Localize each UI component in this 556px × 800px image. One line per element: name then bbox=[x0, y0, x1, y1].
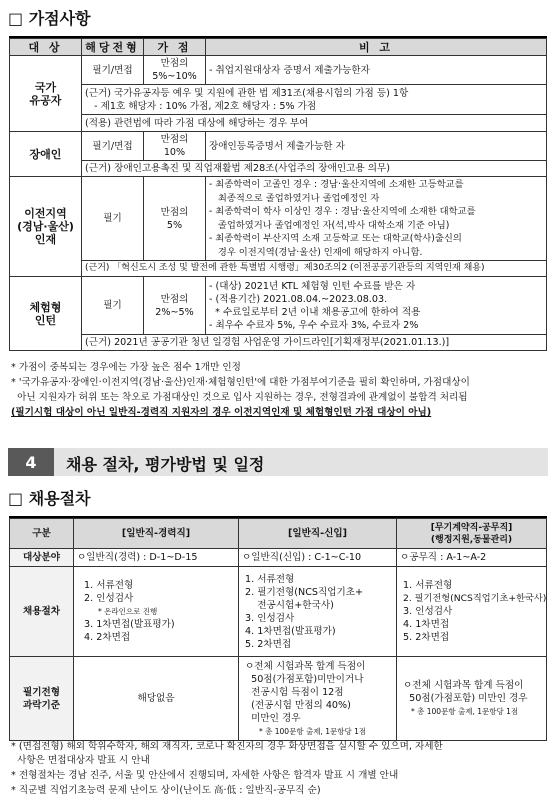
table-row bbox=[10, 85, 547, 115]
table-row bbox=[10, 277, 547, 335]
section-title-bonus-points: □ 가점사항 bbox=[8, 9, 91, 28]
list-item: ㅇ전체 시험과목 합계 득점이 bbox=[245, 660, 366, 672]
list-item: * 총 100문항 출제, 1문항당 1점 bbox=[411, 707, 519, 716]
cell-apply: (적용) 관련법에 따라 가점 대상에 해당하는 경우 부여 bbox=[82, 115, 547, 132]
table-row bbox=[10, 335, 547, 351]
section-number: 4 bbox=[8, 448, 54, 476]
footnote-emphasis: (필기시험 대상이 아닌 일반직-경력직 지원자의 경우 이전지역인재 및 체험형인턴 가점 대상이 아님) bbox=[11, 407, 432, 418]
header-type: 해당전형 bbox=[82, 39, 144, 56]
cell-type: 필기 bbox=[82, 277, 144, 335]
list-item: 2. 필기전형(NCS직업기초+ bbox=[245, 586, 364, 598]
list-item: 3. 1차면접(발표평가) bbox=[84, 619, 175, 630]
list-item: 4. 1차면접 bbox=[403, 619, 450, 630]
list-item: 1. 서류전형 bbox=[84, 580, 134, 591]
table-row bbox=[10, 567, 547, 657]
cell-points: 만점의 5%~10% bbox=[144, 56, 206, 85]
header-new: [일반직-신입] bbox=[239, 519, 397, 549]
row-label-criteria: 필기전형 과락기준 bbox=[10, 657, 74, 741]
footnote: 아닌 지원자가 허위 또는 착오로 가점대상인 것으로 입사 지원하는 경우, 전형결과에 관계없이 불합격 처리됨 bbox=[11, 392, 468, 403]
row-label-relocation: 이전지역 (경남·울산) 인재 bbox=[10, 177, 82, 277]
cell-new: ㅇ일반직(신입) : C-1~C-10 bbox=[239, 549, 397, 567]
list-item: 1. 서류전형 bbox=[245, 573, 295, 585]
cell-career: ㅇ일반직(경력) : D-1~D-15 bbox=[74, 549, 239, 567]
list-item: 미만인 경우 bbox=[245, 712, 301, 724]
list-item: 4. 2차면접 bbox=[84, 632, 131, 643]
table-row bbox=[10, 56, 547, 85]
row-label-target: 대상분야 bbox=[10, 549, 74, 567]
list-item: 전공시험 득점이 12점 bbox=[245, 686, 344, 698]
cell-new bbox=[239, 657, 397, 741]
cell-type: 필기 bbox=[82, 177, 144, 261]
cell-type: 필기/면접 bbox=[82, 132, 144, 161]
list-item: 5. 2차면접 bbox=[245, 638, 292, 650]
row-label-intern: 체험형 인턴 bbox=[10, 277, 82, 351]
list-item: 3. 인성검사 bbox=[403, 606, 453, 617]
list-item: 4. 1차면접(발표평가) bbox=[245, 625, 336, 637]
header-contract: [무기계약직-공무직] (행정지원,동물관리) bbox=[397, 519, 547, 549]
cell-career: 해당없음 bbox=[74, 657, 239, 741]
row-label-disabled: 장애인 bbox=[10, 132, 82, 177]
table-row bbox=[10, 261, 547, 277]
list-item: * 총 100문항 출제, 1문항당 1점 bbox=[259, 726, 367, 736]
bonus-points-table bbox=[9, 38, 547, 351]
cell-career bbox=[74, 567, 239, 657]
list-item: ㅇ전체 시험과목 합계 득점이 bbox=[403, 680, 524, 691]
table-row bbox=[10, 657, 547, 741]
list-item: 5. 2차면접 bbox=[403, 632, 450, 643]
header-target: 대 상 bbox=[10, 39, 82, 56]
footnote: * (면접전형) 해외 학위수학자, 해외 재직자, 코로나 확진자의 경우 화상면접을 실시할 수 있으며, 자세한 bbox=[11, 741, 443, 752]
header-points: 가 점 bbox=[144, 39, 206, 56]
cell-points: 만점의 10% bbox=[144, 132, 206, 161]
section-banner-title: 채용 절차, 평가방법 및 일정 bbox=[66, 455, 265, 474]
cell-type: 필기/면접 bbox=[82, 56, 144, 85]
list-item: 전공시험+한국사) bbox=[245, 599, 334, 611]
list-item: 50점(가점포함) 미만인 경우 bbox=[403, 693, 528, 704]
footnote: * 전형절차는 경남 진주, 서울 및 안산에서 진행되며, 자세한 사항은 합격자 발표 시 개별 안내 bbox=[11, 770, 399, 781]
cell-note: - 취업지원대상자 증명서 제출가능한자 bbox=[206, 56, 547, 85]
table-row bbox=[10, 549, 547, 567]
row-label-process: 채용절차 bbox=[10, 567, 74, 657]
cell-basis: (근거) 2021년 공공기관 청년 일경험 사업운영 가이드라인[기획재정부(2021.01.13.)] bbox=[82, 335, 547, 351]
header-category: 구분 bbox=[10, 519, 74, 549]
list-item: 2. 인성검사 bbox=[84, 593, 134, 604]
list-item: 1. 서류전형 bbox=[403, 580, 453, 591]
cell-note: - 최종학력이 고졸인 경우 : 경남·울산지역에 소재한 고등학교를 최종적으로 졸업하였거나 졸업예정인 자 - 최종학력이 학사 이상인 경우 : 경남·울산지역에 소재한 대학교를 졸업하였거나 졸업예정인 자(석,박사 대학소재 기준 아님) - 최종학력이 부산지역 소재 고등학교 또는 대학교(학사)출신의 경우 이전지역(경남·울산) 인재에 해당하지 아니함. bbox=[206, 177, 547, 261]
header-career: [일반직-경력직] bbox=[74, 519, 239, 549]
cell-new bbox=[239, 567, 397, 657]
cell-contract bbox=[397, 567, 547, 657]
cell-contract bbox=[397, 657, 547, 741]
procedure-table bbox=[9, 518, 547, 741]
table-header-row bbox=[10, 519, 547, 549]
footnote: * '국가유공자·장애인·이전지역(경남·울산)인재·체험형인턴'에 대한 가점부여기준을 필히 확인하며, 가점대상이 bbox=[11, 377, 470, 388]
footnote: * 가점이 중복되는 경우에는 가장 높은 점수 1개만 인정 bbox=[11, 362, 241, 373]
row-label-merit: 국가 유공자 bbox=[10, 56, 82, 132]
footnote: * 직군별 직업기초능력 문제 난이도 상이(난이도 高·低 : 일반직-공무직 순) bbox=[11, 785, 321, 796]
cell-points: 만점의 5% bbox=[144, 177, 206, 261]
table-row bbox=[10, 115, 547, 132]
list-item: 50점(가점포함)미만이거나 bbox=[245, 673, 364, 685]
section-banner bbox=[8, 448, 548, 476]
table-row bbox=[10, 132, 547, 161]
section-title-procedure: □ 채용절차 bbox=[8, 489, 91, 508]
header-remarks: 비 고 bbox=[206, 39, 547, 56]
cell-note: - (대상) 2021년 KTL 체험형 인턴 수료를 받은 자 - (적용기간) 2021.08.04.~2023.08.03. * 수료일로부터 2년 이내 채용공고에 한하여 적용 - 최우수 수료자 5%, 우수 수료자 3%, 수료자 2% bbox=[206, 277, 547, 335]
list-item: (전공시험 만점의 40%) bbox=[245, 699, 351, 711]
cell-points: 만점의 2%~5% bbox=[144, 277, 206, 335]
cell-basis: (근거) 「혁신도시 조성 및 발전에 관한 특별법 시행령」제30조의2 (이전공공기관등의 지역인재 채용) bbox=[82, 261, 547, 277]
table-header-row bbox=[10, 39, 547, 56]
cell-basis: (근거) 장애인고용촉진 및 직업재활법 제28조(사업주의 장애인고용 의무) bbox=[82, 161, 547, 177]
list-item: * 온라인으로 진행 bbox=[98, 607, 158, 616]
footnote: 사항은 면접대상자 발표 시 안내 bbox=[11, 755, 150, 766]
cell-basis: (근거) 국가유공자등 예우 및 지원에 관한 법 제31조(채용시험의 가점 등) 1항 - 제1호 해당자 : 10% 가점, 제2호 해당자 : 5% 가점 bbox=[82, 85, 547, 115]
list-item: 3. 인성검사 bbox=[245, 612, 295, 624]
cell-note: 장애인등록증명서 제출가능한 자 bbox=[206, 132, 547, 161]
table-row bbox=[10, 161, 547, 177]
cell-contract: ㅇ공무직 : A-1~A-2 bbox=[397, 549, 547, 567]
table-row bbox=[10, 177, 547, 261]
list-item: 2. 필기전형(NCS직업기초+한국사) bbox=[403, 593, 547, 604]
